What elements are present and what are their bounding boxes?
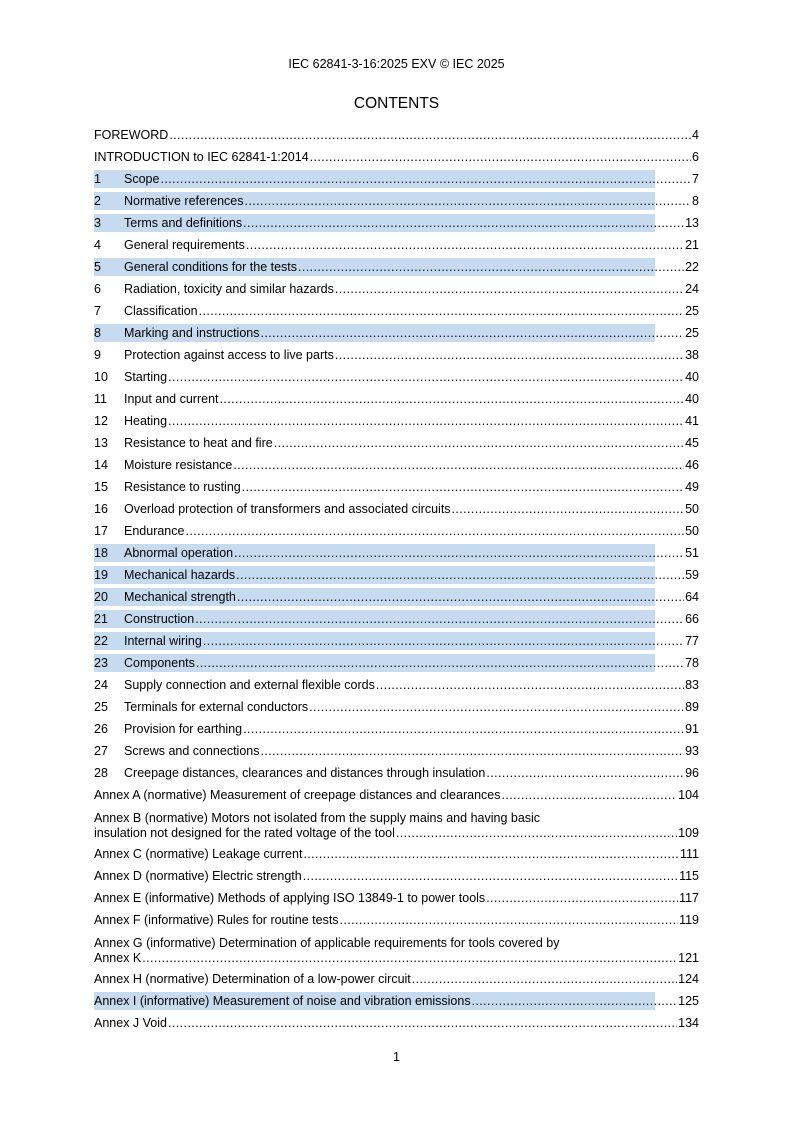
dot-leader <box>203 630 684 652</box>
toc-entry-label: Terminals for external conductors <box>124 700 309 714</box>
dot-leader <box>199 300 684 322</box>
toc-entry-page: 91 <box>685 722 699 736</box>
toc-entry-number: 10 <box>94 370 108 384</box>
toc-entry-number: 8 <box>94 326 101 340</box>
dot-leader <box>185 520 684 542</box>
toc-entry-page: 41 <box>685 414 699 428</box>
toc-entry-page: 96 <box>685 766 699 780</box>
toc-entry-number: 18 <box>94 546 108 560</box>
dot-leader <box>412 968 677 990</box>
toc-entry-page: 134 <box>678 1016 699 1030</box>
toc-entry-label: Annex E (informative) Methods of applying ISO 13849-1 to power tools <box>94 891 486 905</box>
dot-leader <box>335 278 684 300</box>
document-header: IEC 62841-3-16:2025 EXV © IEC 2025 <box>288 57 505 71</box>
toc-entry-label: Annex C (normative) Leakage current <box>94 847 303 861</box>
toc-entry-label: Heating <box>124 414 168 428</box>
toc-entry-label: Abnormal operation <box>124 546 234 560</box>
toc-entry[interactable] <box>94 300 699 322</box>
toc-entry-number: 19 <box>94 568 108 582</box>
toc-entry-page: 24 <box>685 282 699 296</box>
toc-entry-page: 7 <box>692 172 699 186</box>
toc-entry[interactable] <box>94 990 699 1012</box>
dot-leader <box>195 608 684 630</box>
toc-entry-page: 50 <box>685 502 699 516</box>
toc-entry-label: Annex H (normative) Determination of a low-power circuit <box>94 972 411 986</box>
toc-entry-page: 66 <box>685 612 699 626</box>
toc-entry-number: 15 <box>94 480 108 494</box>
dot-leader <box>168 410 684 432</box>
toc-entry-page: 49 <box>685 480 699 494</box>
toc-entry[interactable] <box>94 696 699 718</box>
dot-leader <box>243 212 684 234</box>
dot-leader <box>169 124 691 146</box>
toc-entry[interactable] <box>94 256 699 278</box>
toc-entry[interactable] <box>94 322 699 344</box>
toc-entry-number: 20 <box>94 590 108 604</box>
toc-entry-page: 45 <box>685 436 699 450</box>
dot-leader <box>335 344 684 366</box>
toc-entry[interactable] <box>94 909 699 931</box>
toc-entry-number: 12 <box>94 414 108 428</box>
toc-entry-number: 28 <box>94 766 108 780</box>
toc-entry[interactable] <box>94 388 699 410</box>
dot-leader <box>236 564 684 586</box>
toc-entry[interactable] <box>94 718 699 740</box>
dot-leader <box>234 542 684 564</box>
dot-leader <box>196 652 684 674</box>
toc-entry-page: 4 <box>692 128 699 142</box>
toc-entry-label: Components <box>124 656 195 670</box>
toc-entry-page: 59 <box>685 568 699 582</box>
toc-entry-page: 21 <box>685 238 699 252</box>
toc-entry-page: 93 <box>685 744 699 758</box>
toc-entry-page: 83 <box>685 678 699 692</box>
toc-entry[interactable] <box>94 784 699 806</box>
toc-entry-number: 4 <box>94 238 101 252</box>
dot-leader <box>237 586 684 608</box>
toc-entry[interactable] <box>94 410 699 432</box>
toc-entry[interactable] <box>94 476 699 498</box>
toc-entry[interactable] <box>94 865 699 887</box>
dot-leader <box>298 256 684 278</box>
toc-entry[interactable] <box>94 124 699 146</box>
toc-entry-page: 104 <box>678 788 699 802</box>
dot-leader <box>472 990 678 1012</box>
toc-entry-number: 27 <box>94 744 108 758</box>
toc-entry[interactable] <box>94 564 699 586</box>
dot-leader <box>246 234 684 256</box>
dot-leader <box>309 696 684 718</box>
toc-entry[interactable] <box>94 887 699 909</box>
dot-leader <box>233 454 684 476</box>
toc-entry-page: 115 <box>679 869 699 883</box>
toc-entry[interactable] <box>94 652 699 674</box>
toc-entry-page: 13 <box>685 216 699 230</box>
toc-entry-label: General conditions for the tests <box>124 260 298 274</box>
toc-entry-number: 1 <box>94 172 101 186</box>
toc-entry[interactable] <box>94 674 699 696</box>
toc-entry[interactable] <box>94 212 699 234</box>
toc-entry-number: 11 <box>94 392 107 406</box>
toc-entry-page: 117 <box>679 891 699 905</box>
dot-leader <box>245 190 692 212</box>
toc-entry[interactable] <box>94 168 699 190</box>
toc-entry[interactable] <box>94 234 699 256</box>
toc-entry-label: Scope <box>124 172 160 186</box>
dot-leader <box>303 843 679 865</box>
toc-entry[interactable] <box>94 278 699 300</box>
toc-entry-label: Endurance <box>124 524 185 538</box>
toc-entry-label: Resistance to heat and fire <box>124 436 273 450</box>
dot-leader <box>396 826 677 841</box>
toc-entry-page: 124 <box>678 972 699 986</box>
toc-entry-label: FOREWORD <box>94 128 169 142</box>
toc-entry-number: 21 <box>94 612 108 626</box>
toc-entry-number: 7 <box>94 304 101 318</box>
toc-entry-page: 40 <box>685 370 699 384</box>
toc-entry-label: Resistance to rusting <box>124 480 241 494</box>
dot-leader <box>242 476 684 498</box>
toc-entry-label: Screws and connections <box>124 744 260 758</box>
toc-entry[interactable] <box>94 520 699 542</box>
dot-leader <box>168 1012 677 1034</box>
dot-leader <box>261 740 685 762</box>
toc-entry-number: 24 <box>94 678 108 692</box>
toc-entry-number: 16 <box>94 502 108 516</box>
toc-entry-label-continued: insulation not designed for the rated voltage of the tool <box>94 826 395 840</box>
dot-leader <box>310 146 691 168</box>
toc-entry-label: Annex F (informative) Rules for routine tests <box>94 913 339 927</box>
toc-entry[interactable] <box>94 432 699 454</box>
dot-leader <box>340 909 679 931</box>
dot-leader <box>501 784 677 806</box>
toc-entry-label: Terms and definitions <box>124 216 243 230</box>
dot-leader <box>274 432 684 454</box>
dot-leader <box>486 887 678 909</box>
toc-entry-label-continued: Annex K <box>94 951 142 965</box>
toc-entry-number: 2 <box>94 194 101 208</box>
toc-entry-label: Mechanical strength <box>124 590 236 604</box>
toc-entry-label: Annex J Void <box>94 1016 167 1030</box>
toc-entry[interactable] <box>94 608 699 630</box>
toc-entry[interactable] <box>94 630 699 652</box>
toc-entry-number: 6 <box>94 282 101 296</box>
toc-entry-label: Creepage distances, clearances and distances through insulation <box>124 766 486 780</box>
toc-entry-label: General requirements <box>124 238 245 252</box>
toc-entry-page: 51 <box>685 546 699 560</box>
toc-entry-label: Annex B (normative) Motors not isolated from the supply mains and having basic <box>94 811 541 825</box>
toc-entry-page: 6 <box>692 150 699 164</box>
toc-entry[interactable] <box>94 968 699 990</box>
toc-entry-number: 5 <box>94 260 101 274</box>
toc-entry-page: 111 <box>679 847 699 861</box>
toc-entry-page: 8 <box>692 194 699 208</box>
toc-entry-label: Radiation, toxicity and similar hazards <box>124 282 334 296</box>
toc-entry-number: 25 <box>94 700 108 714</box>
dot-leader <box>376 674 684 696</box>
page-number: 1 <box>393 1050 400 1064</box>
toc-entry-label: Starting <box>124 370 168 384</box>
toc-entry-label: Supply connection and external flexible cords <box>124 678 375 692</box>
toc-entry-label: Construction <box>124 612 195 626</box>
toc-entry[interactable] <box>94 190 699 212</box>
toc-entry[interactable] <box>94 762 699 784</box>
toc-entry[interactable] <box>94 542 699 564</box>
toc-entry[interactable] <box>94 586 699 608</box>
page-title: CONTENTS <box>353 95 440 112</box>
toc-entry[interactable] <box>94 843 699 865</box>
toc-entry-page: 25 <box>685 304 699 318</box>
dot-leader <box>303 865 678 887</box>
toc-entry-label: Overload protection of transformers and associated circuits <box>124 502 451 516</box>
toc-entry-label: Marking and instructions <box>124 326 260 340</box>
toc-entry-number: 22 <box>94 634 108 648</box>
toc-entry-page: 121 <box>678 951 699 965</box>
toc-entry-page: 38 <box>685 348 699 362</box>
toc-entry-label: Protection against access to live parts <box>124 348 334 362</box>
toc-entry-page: 25 <box>685 326 699 340</box>
dot-leader <box>243 718 684 740</box>
toc-entry-page: 77 <box>685 634 699 648</box>
toc-entry-page: 89 <box>685 700 699 714</box>
dot-leader <box>160 168 691 190</box>
toc-entry[interactable] <box>94 740 699 762</box>
dot-leader <box>168 366 684 388</box>
toc-entry-label: Internal wiring <box>124 634 202 648</box>
toc-entry[interactable] <box>94 931 699 968</box>
toc-entry-number: 13 <box>94 436 108 450</box>
toc-entry-page: 46 <box>685 458 699 472</box>
toc-entry-number: 3 <box>94 216 101 230</box>
toc-entry-page: 78 <box>685 656 699 670</box>
toc-entry-label: Annex D (normative) Electric strength <box>94 869 302 883</box>
toc-entry-number: 14 <box>94 458 108 472</box>
dot-leader <box>260 322 684 344</box>
dot-leader <box>220 388 685 410</box>
toc-entry-number: 9 <box>94 348 101 362</box>
toc-entry-label: Annex I (informative) Measurement of noise and vibration emissions <box>94 994 471 1008</box>
toc-entry-label: Annex A (normative) Measurement of creepage distances and clearances <box>94 788 501 802</box>
toc-entry-page: 125 <box>678 994 699 1008</box>
toc-entry-page: 109 <box>678 826 699 840</box>
dot-leader <box>142 951 677 966</box>
toc-entry-label: Classification <box>124 304 198 318</box>
toc-entry[interactable] <box>94 366 699 388</box>
table-of-contents <box>94 124 699 1034</box>
dot-leader <box>452 498 685 520</box>
toc-entry-label: Normative references <box>124 194 244 208</box>
toc-entry-page: 40 <box>685 392 699 406</box>
toc-entry-number: 26 <box>94 722 108 736</box>
toc-entry-label: Moisture resistance <box>124 458 233 472</box>
toc-entry[interactable] <box>94 146 699 168</box>
toc-entry[interactable] <box>94 1012 699 1034</box>
toc-entry-page: 50 <box>685 524 699 538</box>
toc-entry[interactable] <box>94 806 699 843</box>
toc-entry-label: Mechanical hazards <box>124 568 236 582</box>
toc-entry[interactable] <box>94 454 699 476</box>
toc-entry-label: Provision for earthing <box>124 722 243 736</box>
toc-entry[interactable] <box>94 498 699 520</box>
toc-entry-page: 22 <box>685 260 699 274</box>
toc-entry-label: Input and current <box>124 392 219 406</box>
toc-entry-number: 17 <box>94 524 108 538</box>
toc-entry-page: 119 <box>679 913 699 927</box>
toc-entry-label: Annex G (informative) Determination of applicable requirements for tools covered by <box>94 936 560 950</box>
toc-entry-page: 64 <box>685 590 699 604</box>
toc-entry[interactable] <box>94 344 699 366</box>
toc-entry-label: INTRODUCTION to IEC 62841-1:2014 <box>94 150 309 164</box>
toc-entry-number: 23 <box>94 656 108 670</box>
dot-leader <box>486 762 684 784</box>
